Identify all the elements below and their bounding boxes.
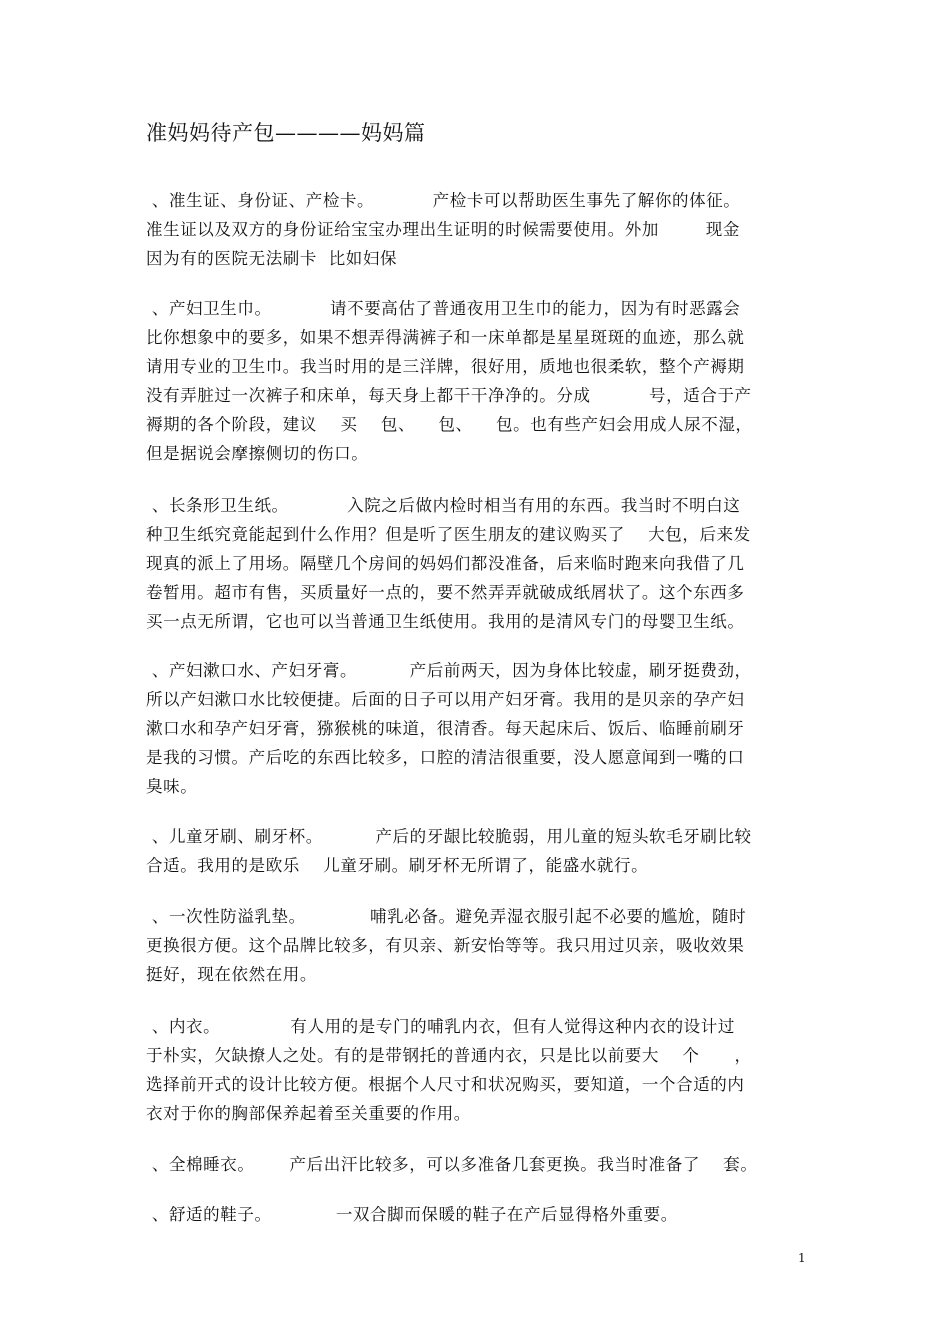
- paragraph-line: 、内衣。 有人用的是专门的哺乳内衣，但有人觉得这种内衣的设计过: [146, 1017, 735, 1036]
- paragraph-line: 合适。我用的是欧乐 儿童牙刷。刷牙杯无所谓了，能盛水就行。: [146, 856, 649, 875]
- paragraph-line: 但是据说会摩擦侧切的伤口。: [146, 444, 369, 463]
- paragraph-line: 、产妇卫生巾。 请不要高估了普通夜用卫生巾的能力，因为有时恶露会: [146, 299, 741, 318]
- paragraph-line: 是我的习惯。产后吃的东西比较多，口腔的清洁很重要，没人愿意闻到一嘴的口: [146, 748, 745, 767]
- paragraph-line: 、一次性防溢乳垫。 哺乳必备。避免弄湿衣服引起不必要的尴尬，随时: [146, 907, 747, 926]
- paragraph-line: 请用专业的卫生巾。我当时用的是三洋牌，很好用，质地也很柔软，整个产褥期: [146, 357, 745, 376]
- paragraph-line: 、儿童牙刷、刷牙杯。 产后的牙龈比较脆弱，用儿童的短头软毛牙刷比较: [146, 827, 752, 846]
- paragraph-toothbrush: [146, 822, 816, 880]
- paragraph-line: 褥期的各个阶段，建议 买 包、 包、 包。也有些产妇会用成人尿不湿，: [146, 415, 753, 434]
- paragraph-line: 、舒适的鞋子。 一双合脚而保暖的鞋子在产后显得格外重要。: [146, 1205, 678, 1224]
- paragraph-line: 、长条形卫生纸。 入院之后做内检时相当有用的东西。我当时不明白这: [146, 496, 741, 515]
- paragraph-line: 漱口水和孕产妇牙膏，猕猴桃的味道，很清香。每天起床后、饭后、临睡前刷牙: [146, 719, 745, 738]
- paragraph-line: 、产妇漱口水、产妇牙膏。 产后前两天，因为身体比较虚，刷牙挺费劲，: [146, 661, 752, 680]
- paragraph-documents: [146, 186, 816, 273]
- paragraph-pajamas: [146, 1150, 816, 1179]
- paragraph-shoes: [146, 1200, 816, 1229]
- paragraph-nursing-pads: [146, 902, 816, 989]
- paragraph-line: 因为有的医院无法刷卡 比如妇保: [146, 249, 398, 268]
- paragraph-line: 现真的派上了用场。隔壁几个房间的妈妈们都没准备，后来临时跑来向我借了几: [146, 554, 745, 573]
- paragraph-line: 所以产妇漱口水比较便捷。后面的日子可以用产妇牙膏。我用的是贝亲的孕产妇: [146, 690, 745, 709]
- paragraph-line: 于朴实，欠缺撩人之处。有的是带钢托的普通内衣，只是比以前要大 个 ，: [146, 1046, 752, 1065]
- paragraph-line: 准生证以及双方的身份证给宝宝办理出生证明的时候需要使用。外加 现金: [146, 220, 740, 239]
- paragraph-line: 种卫生纸究竟能起到什么作用？但是听了医生朋友的建议购买了 大包，后来发: [146, 525, 751, 544]
- paragraph-line: 选择前开式的设计比较方便。根据个人尺寸和状况购买，要知道，一个合适的内: [146, 1075, 745, 1094]
- paragraph-line: 没有弄脏过一次裤子和床单，每天身上都干干净净的。分成 号，适合于产: [146, 386, 752, 405]
- document-title: 准妈妈待产包————妈妈篇: [146, 121, 426, 145]
- paragraph-line: 臭味。: [146, 777, 198, 796]
- paragraph-long-tissue: [146, 491, 816, 636]
- paragraph-line: 更换很方便。这个品牌比较多，有贝亲、新安怡等等。我只用过贝亲，吸收效果: [146, 936, 745, 955]
- paragraph-line: 挺好，现在依然在用。: [146, 965, 317, 984]
- paragraph-sanitary-pads: [146, 294, 816, 468]
- paragraph-line: 衣对于你的胸部保养起着至关重要的作用。: [146, 1104, 471, 1123]
- page-number: 1: [798, 1251, 806, 1265]
- paragraph-line: 、全棉睡衣。 产后出汗比较多，可以多准备几套更换。我当时准备了 套。: [146, 1155, 758, 1174]
- paragraph-mouthwash: [146, 656, 816, 801]
- paragraph-line: 卷暂用。超市有售，买质量好一点的，要不然弄弄就破成纸屑状了。这个东西多: [146, 583, 745, 602]
- paragraph-line: 比你想象中的要多，如果不想弄得满裤子和一床单都是星星斑斑的血迹，那么就: [146, 328, 745, 347]
- paragraph-line: 买一点无所谓，它也可以当普通卫生纸使用。我用的是清风专门的母婴卫生纸。: [146, 612, 745, 631]
- paragraph-line: 、准生证、身份证、产检卡。 产检卡可以帮助医生事先了解你的体征。: [146, 191, 741, 210]
- paragraph-underwear: [146, 1012, 816, 1128]
